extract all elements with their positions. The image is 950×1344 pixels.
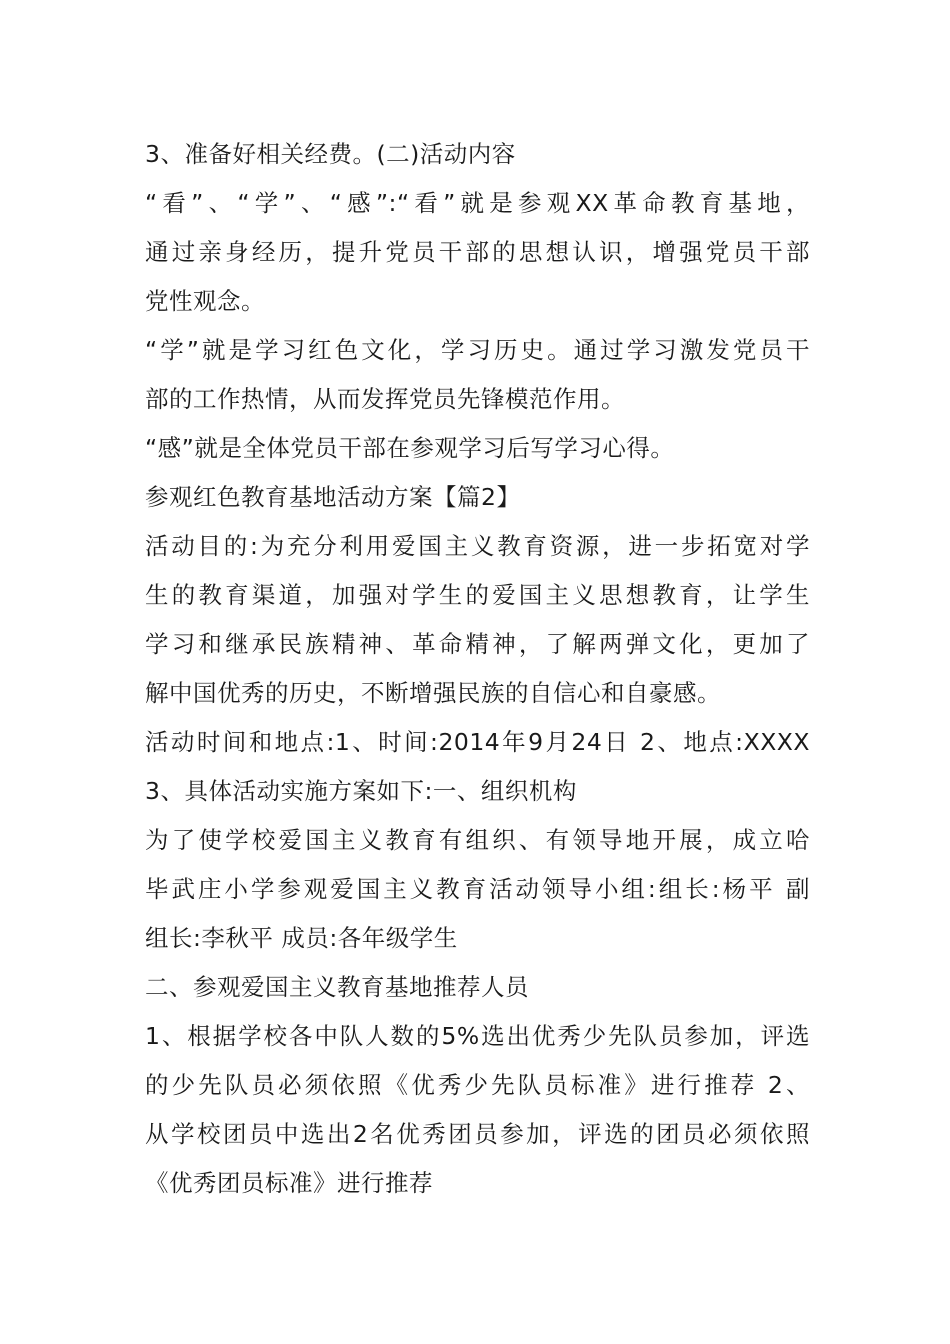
text-line-5: “学”就是学习红色文化，学习历史。通过学习激发党员干 [145,336,810,364]
text-line-9: 活动目的:为充分利用爱国主义教育资源，进一步拓宽对学 [145,532,810,560]
text-line-3: 通过亲身经历，提升党员干部的思想认识，增强党员干部 [145,238,810,266]
text-line-20: 的少先队员必须依照《优秀少先队员标准》进行推荐 2、 [145,1071,810,1099]
text-line-15: 为了使学校爱国主义教育有组织、有领导地开展，成立哈 [145,826,810,854]
text-line-22: 《优秀团员标准》进行推荐 [145,1169,433,1197]
document-body [145,130,810,1208]
text-line-13: 活动时间和地点:1、时间:2014年9月24日 2、地点:XXXX [145,728,810,756]
text-line-7: “感”就是全体党员干部在参观学习后写学习心得。 [145,434,675,462]
text-line-2: “看”、“学”、“感”:“看”就是参观XX革命教育基地， [145,189,810,217]
text-line-6: 部的工作热情，从而发挥党员先锋模范作用。 [145,385,625,413]
text-line-10: 生的教育渠道，加强对学生的爱国主义思想教育，让学生 [145,581,810,609]
text-line-16: 毕武庄小学参观爱国主义教育活动领导小组:组长:杨平 副 [145,875,810,903]
text-line-1: 3、准备好相关经费。(二)活动内容 [145,140,516,168]
text-line-14: 3、具体活动实施方案如下:一、组织机构 [145,777,577,805]
text-line-21: 从学校团员中选出2名优秀团员参加，评选的团员必须依照 [145,1120,810,1148]
text-line-11: 学习和继承民族精神、革命精神，了解两弹文化，更加了 [145,630,810,658]
text-line-12: 解中国优秀的历史，不断增强民族的自信心和自豪感。 [145,679,721,707]
text-line-4: 党性观念。 [145,287,265,315]
section-heading: 参观红色教育基地活动方案【篇2】 [145,483,521,511]
text-line-18: 二、参观爱国主义教育基地推荐人员 [145,973,529,1001]
text-line-17: 组长:李秋平 成员:各年级学生 [145,924,458,952]
text-line-19: 1、根据学校各中队人数的5%选出优秀少先队员参加，评选 [145,1022,810,1050]
